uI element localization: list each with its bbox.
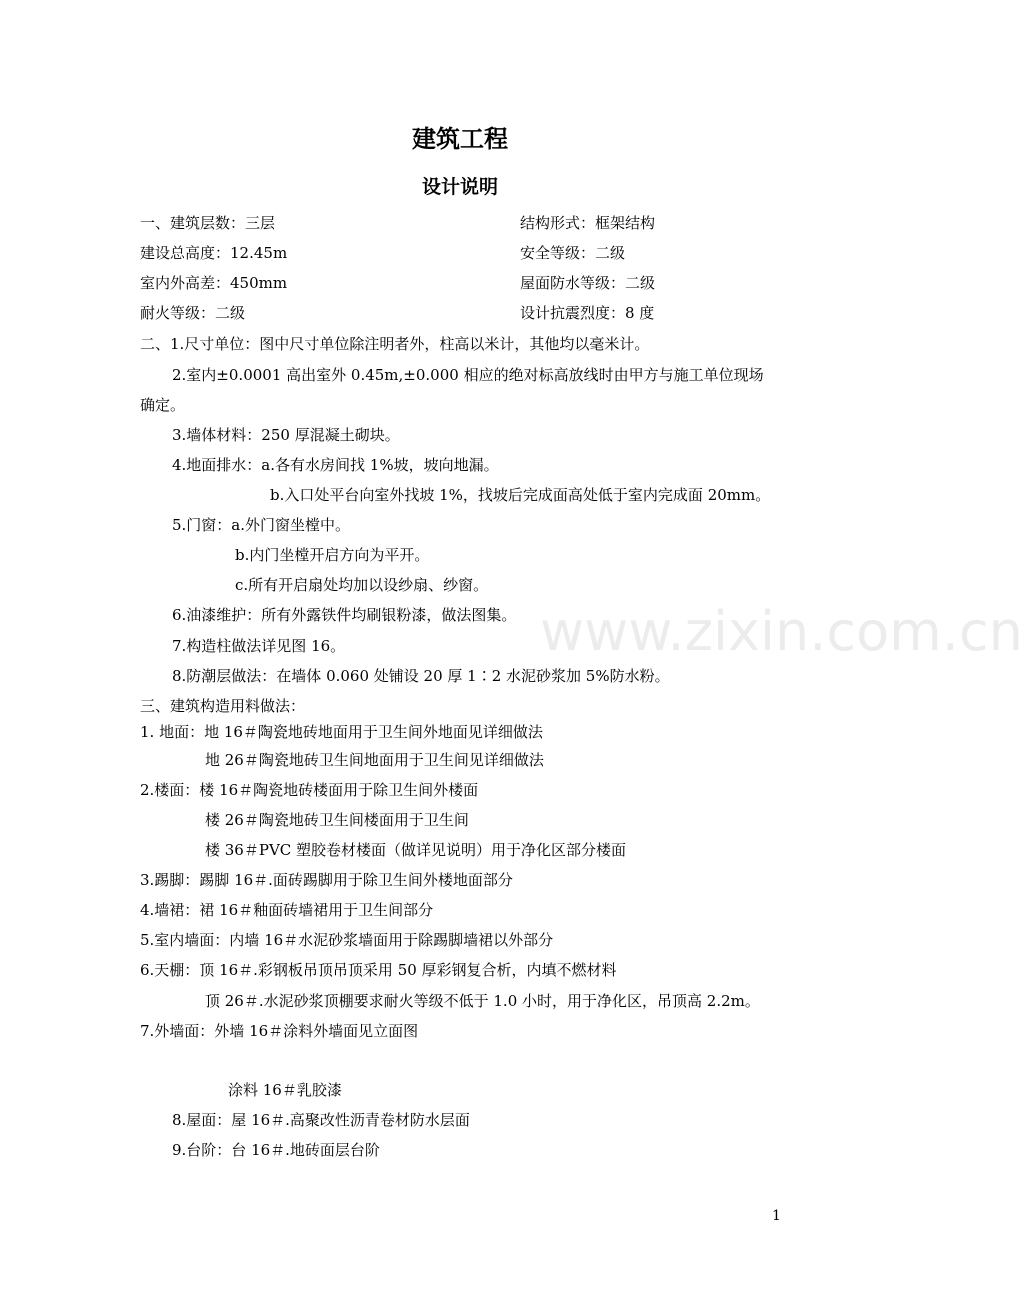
spec-line: 8.屋面：屋 16＃.高聚改性沥青卷材防水层面	[172, 1111, 470, 1129]
note-line: 2.室内±0.0001 高出室外 0.45m,±0.000 相应的绝对标高放线时由甲方与施工单位现场	[172, 366, 764, 384]
note-line: 二、1.尺寸单位：图中尺寸单位除注明者外，柱高以米计，其他均以毫米计。	[140, 335, 650, 353]
spec-line: 楼 26＃陶瓷地砖卫生间楼面用于卫生间	[205, 811, 469, 829]
spec-line: 涂料 16＃乳胶漆	[228, 1081, 342, 1099]
structure-type: 结构形式：框架结构	[520, 214, 656, 232]
note-line: 4.地面排水：a.各有水房间找 1%坡，坡向地漏。	[172, 456, 499, 474]
spec-line: 7.外墙面：外墙 16＃涂料外墙面见立面图	[140, 1022, 419, 1040]
seismic-intensity: 设计抗震烈度：8 度	[520, 304, 655, 322]
fire-resistance-level: 耐火等级：二级	[140, 304, 246, 322]
note-line: 8.防潮层做法：在墙体 0.060 处铺设 20 厚 1∶2 水泥砂浆加 5%防水粉。	[172, 667, 670, 685]
page-number: 1	[772, 1208, 781, 1224]
note-line: 7.构造柱做法详见图 16。	[172, 637, 346, 655]
safety-level: 安全等级：二级	[520, 244, 626, 262]
note-line: b.内门坐樘开启方向为平开。	[235, 546, 430, 564]
spec-line: 1. 地面：地 16＃陶瓷地砖地面用于卫生间外地面见详细做法	[140, 723, 543, 741]
height-difference: 室内外高差：450mm	[140, 274, 288, 292]
spec-line: 顶 26＃.水泥砂浆顶棚要求耐火等级不低于 1.0 小时，用于净化区，吊顶高 2.2m。	[205, 992, 760, 1010]
note-line: 6.油漆维护：所有外露铁件均刷银粉漆，做法图集。	[172, 606, 517, 624]
spec-line: 2.楼面：楼 16＃陶瓷地砖楼面用于除卫生间外楼面	[140, 781, 479, 799]
watermark: www.zixin.com.cn	[540, 600, 1023, 663]
spec-line: 4.墙裙：裙 16＃釉面砖墙裙用于卫生间部分	[140, 901, 434, 919]
spec-line: 地 26＃陶瓷地砖卫生间地面用于卫生间见详细做法	[205, 751, 544, 769]
page-title: 建筑工程	[412, 125, 508, 153]
note-line: 3.墙体材料：250 厚混凝土砌块。	[172, 426, 400, 444]
note-line: 确定。	[140, 396, 186, 414]
page-subtitle: 设计说明	[421, 176, 498, 198]
building-floors: 一、建筑层数：三层	[140, 214, 276, 232]
spec-line: 3.踢脚：踢脚 16＃.面砖踢脚用于除卫生间外楼地面部分	[140, 871, 513, 889]
spec-line: 5.室内墙面：内墙 16＃水泥砂浆墙面用于除踢脚墙裙以外部分	[140, 931, 554, 949]
note-line: b.入口处平台向室外找坡 1%，找坡后完成面高处低于室内完成面 20mm。	[270, 486, 771, 504]
note-line: 5.门窗：a.外门窗坐樘中。	[172, 516, 351, 534]
building-height: 建设总高度：12.45m	[140, 244, 288, 262]
spec-line: 楼 36＃PVC 塑胶卷材楼面（做详见说明）用于净化区部分楼面	[205, 841, 627, 859]
roof-waterproof-level: 屋面防水等级：二级	[520, 274, 656, 292]
spec-line: 9.台阶：台 16＃.地砖面层台阶	[172, 1141, 380, 1159]
note-line: c.所有开启扇处均加以设纱扇、纱窗。	[235, 576, 489, 594]
spec-line: 6.天棚：顶 16＃.彩钢板吊顶吊顶采用 50 厚彩钢复合析，内填不燃材料	[140, 961, 617, 979]
section-heading: 三、建筑构造用料做法：	[140, 697, 306, 715]
